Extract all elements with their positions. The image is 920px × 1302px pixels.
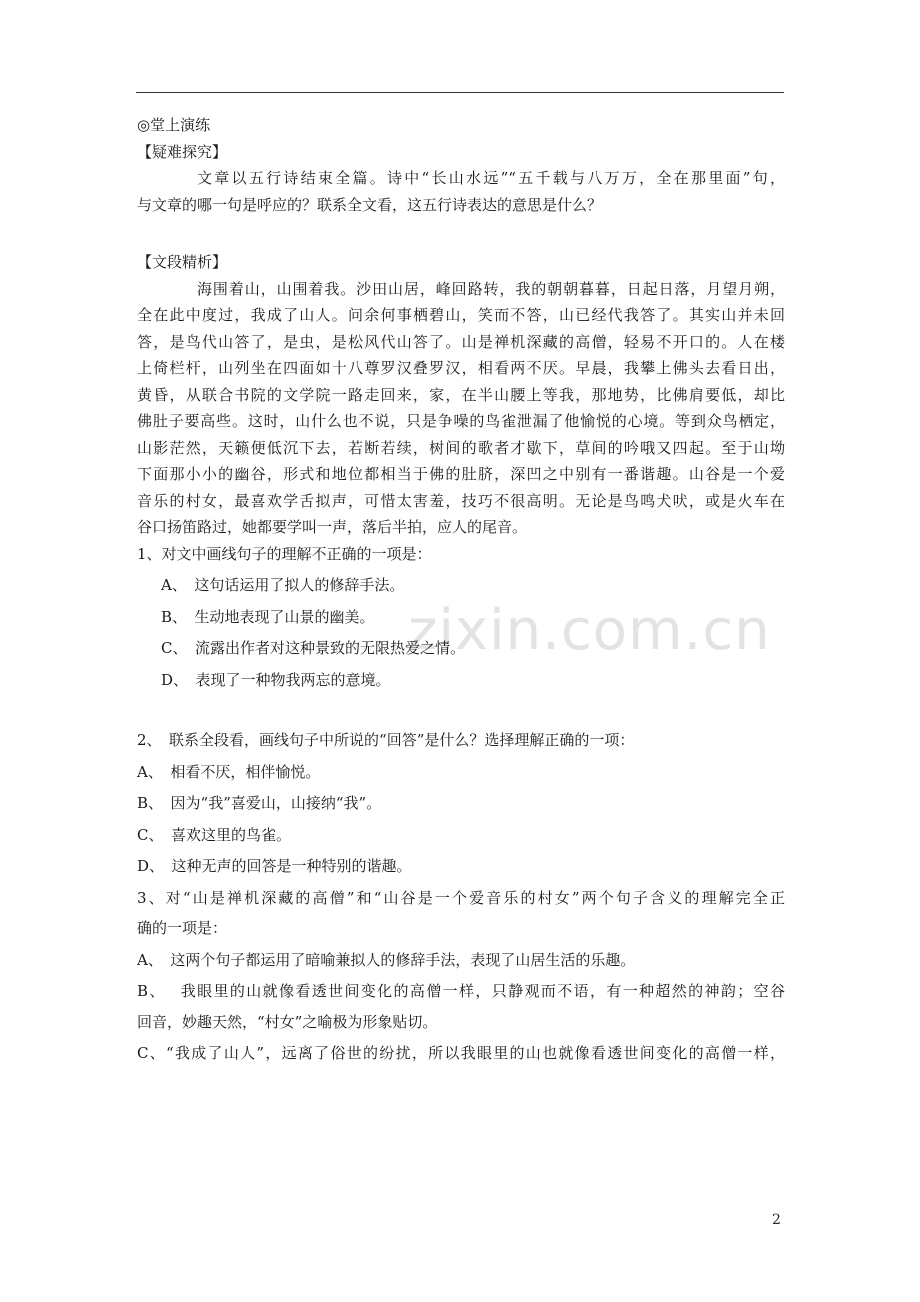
- question-3-option-b-line-1: B、 我眼里的山就像看透世间变化的高僧一样，只静观而不语，有一种超然的神韵；空谷: [137, 982, 785, 1000]
- question-1-option-d: D、 表现了一种物我两忘的意境。: [161, 670, 391, 689]
- section-heading-practice: ◎堂上演练: [137, 116, 211, 134]
- question-2: [137, 727, 785, 880]
- question-1-stem: 1、对文中画线句子的理解不正确的一项是：: [137, 544, 432, 563]
- question-3: [137, 885, 785, 1067]
- explore-question-line-1: 文章以五行诗结束全篇。诗中“长山水远”“五千载与八万万，全在那里面”句，: [197, 169, 785, 187]
- passage-line: 上倚栏杆，山列坐在四面如十八尊罗汉叠罗汉，相看两不厌。早晨，我攀上佛头去看日出，: [137, 359, 785, 377]
- question-2-option-c: C、 喜欢这里的鸟雀。: [137, 825, 291, 844]
- explore-question-line-2: 与文章的哪一句是呼应的？联系全文看，这五行诗表达的意思是什么？: [137, 195, 603, 214]
- question-3-stem-line-2: 确的一项是：: [137, 919, 228, 937]
- passage-line: 黄昏，从联合书院的文学院一路走回来，家，在半山腰上等我，那地势，比佛肩要低，却比: [137, 385, 785, 404]
- page-content: [137, 112, 785, 1067]
- passage-line: 下面那小小的幽谷，形式和地位都相当于佛的肚脐，深凹之中别有一番谐趣。山谷是一个爱: [137, 465, 785, 483]
- passage: [137, 276, 785, 541]
- section-heading-explore: 【疑难探究】: [137, 142, 228, 161]
- page-number: 2: [772, 1212, 781, 1228]
- question-2-option-b: B、 因为“我”喜爱山，山接纳“我”。: [137, 794, 382, 812]
- passage-line: 山影茫然，天籁便低沉下去，若断若续，树间的歌者才歇下，草间的吟哦又四起。至于山坳: [137, 438, 785, 457]
- question-3-option-b-line-2: 回音，妙趣天然，“村女”之喻极为形象贴切。: [137, 1012, 438, 1031]
- question-3-stem-line-1: 3、对“山是禅机深藏的高僧”和“山谷是一个爱音乐的村女”两个句子含义的理解完全正: [137, 888, 785, 907]
- question-1: [137, 541, 785, 694]
- header-rule: [136, 92, 784, 93]
- section-heading-analysis: 【文段精析】: [137, 253, 228, 271]
- watermark: zixin.com.cn: [408, 598, 771, 663]
- passage-line: 答，是鸟代山答了，是虫，是松风代山答了。山是禅机深藏的高僧，轻易不开口的。人在楼: [137, 332, 785, 351]
- passage-line: 海围着山，山围着我。沙田山居，峰回路转，我的朝朝暮暮，日起日落，月望月朔，: [197, 279, 785, 298]
- question-1-option-b: B、 生动地表现了山景的幽美。: [161, 607, 375, 626]
- question-2-option-a: A、 相看不厌，相伴愉悦。: [137, 762, 321, 781]
- passage-line: 佛肚子要高些。这时，山什么也不说，只是争噪的鸟雀泄漏了他愉悦的心境。等到众鸟栖定，: [137, 412, 785, 430]
- question-1-option-a: A、 这句话运用了拟人的修辞手法。: [161, 576, 405, 594]
- passage-line: 谷口扬笛路过，她都要学叫一声，落后半拍，应人的尾音。: [137, 518, 528, 536]
- question-2-stem: 2、 联系全段看，画线句子中所说的“回答”是什么？选择理解正确的一项：: [137, 731, 635, 749]
- passage-line: 音乐的村女，最喜欢学舌拟声，可惜太害羞，技巧不很高明。无论是鸟鸣犬吠，或是火车在: [137, 491, 785, 510]
- question-2-option-d: D、 这种无声的回答是一种特别的谐趣。: [137, 857, 412, 875]
- question-1-option-c: C、 流露出作者对这种景致的无限热爱之情。: [161, 639, 465, 657]
- question-3-option-a: A、 这两个句子都运用了暗喻兼拟人的修辞手法，表现了山居生活的乐趣。: [137, 950, 636, 969]
- passage-line: 全在此中度过，我成了山人。问余何事栖碧山，笑而不答，山已经代我答了。其实山并未回: [137, 306, 785, 324]
- question-3-option-c-line-1: C、“我成了山人”，远离了俗世的纷扰，所以我眼里的山也就像看透世间变化的高僧一样，: [137, 1044, 785, 1062]
